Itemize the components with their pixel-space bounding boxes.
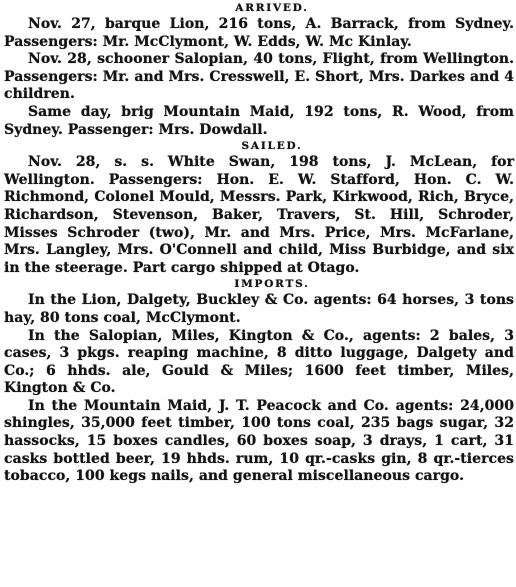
heading-sailed: SAILED. — [241, 140, 303, 153]
arrived-entry-salopian: Nov. 28, schooner Salopian, 40 tons, Flight, from Wellington. Passengers: Mr. and Mrs. Cresswell, E. Short, Mrs. Darkes and 4 children. — [4, 51, 514, 103]
imports-entry-mountain-maid: In the Mountain Maid, J. T. Peacock and Co. agents: 24,000 shingles, 35,000 feet timber, 100 tons coal, 235 bags sugar, 32 hassocks, 15 boxes candles, 60 boxes soap, 3 drays, 1 cart, 31 casks bottled beer, 19 hhds. rum, 10 qr.-casks gin, 8 qr.-tierces tobacco, 100 kegs nails, and general miscellaneous cargo. — [4, 397, 514, 485]
imports-entry-lion: In the Lion, Dalgety, Buckley & Co. agents: 64 horses, 3 tons hay, 80 tons coal, McClymont. — [4, 292, 514, 326]
arrived-entry-mountain-maid: Same day, brig Mountain Maid, 192 tons, R. Wood, from Sydney. Passenger: Mrs. Dowdall. — [4, 103, 514, 138]
heading-imports: IMPORTS. — [234, 278, 310, 291]
arrived-entry-lion: Nov. 27, barque Lion, 216 tons, A. Barrack, from Sydney. Passengers: Mr. McClymont, W. Edds, W. Mc Kinlay. — [4, 16, 514, 50]
sailed-entry-white-swan: Nov. 28, s. s. White Swan, 198 tons, J. McLean, for Wellington. Passengers: Hon. E. W. Stafford, Hon. C. W. Richmond, Colonel Mould, Messrs. Park, Kirkwood, Rich, Bryce, Richardson, Stevenson, Baker, Travers, St. Hill, Schroder, Misses Schroder (two), Mr. and Mrs. Price, Mrs. McFarlane, Mrs. Langley, Mrs. O'Connell and child, Miss Burbidge, and six in the steerage. Part cargo shipped at Otago. — [4, 154, 514, 276]
imports-entry-salopian: In the Salopian, Miles, Kington & Co., agents: 2 bales, 3 cases, 3 pkgs. reaping machine, 8 ditto luggage, Dalgety and Co.; 6 hhds. ale, Gould & Miles; 1600 feet timber, Miles, Kington & Co. — [4, 327, 514, 397]
heading-arrived: ARRIVED. — [235, 2, 309, 14]
